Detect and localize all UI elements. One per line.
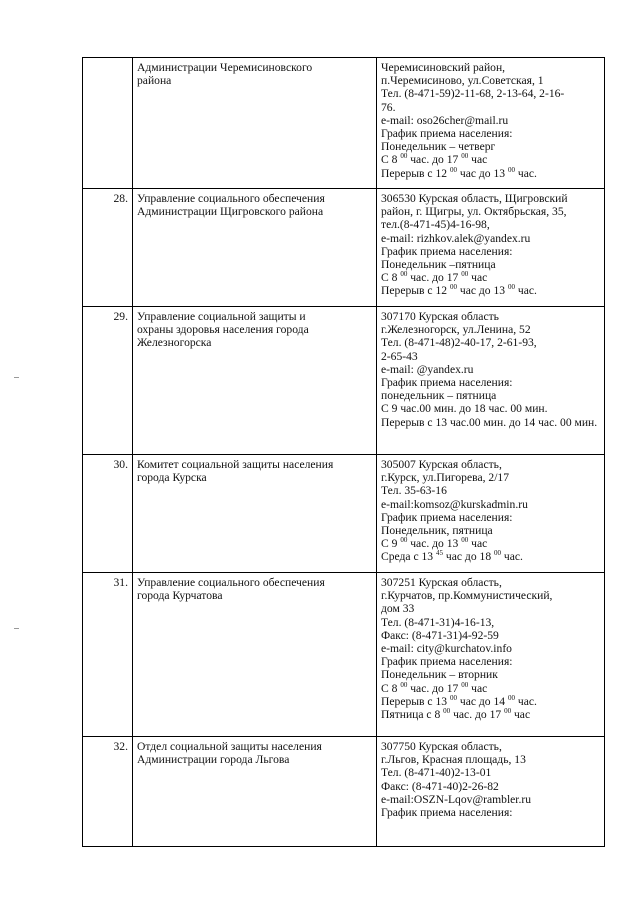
address-line: г.Курчатов, пр.Коммунистический, xyxy=(381,589,553,603)
row-number: 30. xyxy=(83,455,133,573)
phone-line: Тел. (8-471-40)2-13-01 xyxy=(381,766,492,780)
schedule-days: Понедельник – вторник xyxy=(381,668,498,682)
phone-line: Тел. 35-63-16 xyxy=(381,484,447,498)
table-row xyxy=(83,307,605,455)
phone-line: тел.(8-471-45)4-16-98, xyxy=(381,218,490,232)
schedule-title: График приема населения: xyxy=(381,244,513,258)
address-line: 307251 Курская область, xyxy=(381,576,502,589)
address-line: г.Льгов, Красная площадь, 13 xyxy=(381,753,526,767)
org-line: Управление социального обеспечения xyxy=(137,192,325,205)
address-line: 307750 Курская область, xyxy=(381,740,502,753)
org-line: Администрации Щигровского района xyxy=(137,205,324,219)
schedule-days: Понедельник – четверг xyxy=(381,140,496,154)
org-line: района xyxy=(137,74,172,88)
org-line: охраны здоровья населения города xyxy=(137,323,309,337)
email-line: e-mail: city@kurchatov.info xyxy=(381,642,512,656)
row-number: 32. xyxy=(83,737,133,847)
schedule-hours: С 8 $^{00}$ час. до 17 $^{00}$ час xyxy=(381,152,488,167)
phone-line: 76. xyxy=(381,100,396,114)
org-line: Железногорска xyxy=(137,336,212,350)
email-line: e-mail:komsoz@kurskadmin.ru xyxy=(381,497,528,511)
org-line: Управление социальной защиты и xyxy=(137,310,306,323)
organization-name xyxy=(133,737,377,847)
address-line: г.Железногорск, ул.Ленина, 52 xyxy=(381,323,531,337)
table-row xyxy=(83,189,605,307)
address-line: дом 33 xyxy=(381,602,415,616)
table-row xyxy=(83,58,605,189)
schedule-title: График приема населения: xyxy=(381,127,513,141)
schedule-title: График приема населения: xyxy=(381,655,513,669)
phone-line: Тел. (8-471-31)4-16-13, xyxy=(381,615,495,629)
organization-name xyxy=(133,189,377,307)
org-line: Управление социального обеспечения xyxy=(137,576,325,589)
schedule-break: Перерыв с 12 $^{00}$ час до 13 $^{00}$ час. xyxy=(381,165,537,180)
address-line: г.Курск, ул.Пигорева, 2/17 xyxy=(381,471,510,485)
phone-line: Тел. (8-471-59)2-11-68, 2-13-64, 2-16- xyxy=(381,87,565,101)
contact-info xyxy=(377,737,605,847)
org-line: города Курчатова xyxy=(137,589,223,603)
email-line: e-mail: oso26cher@mail.ru xyxy=(381,113,509,127)
contact-info xyxy=(377,189,605,307)
organization-name xyxy=(133,58,377,189)
schedule-days: Понедельник, пятница xyxy=(381,524,493,538)
org-line: Администрации города Льгова xyxy=(137,753,290,767)
schedule-hours: С 9 $^{00}$ час. до 13 $^{00}$ час xyxy=(381,536,488,551)
contact-info xyxy=(377,455,605,573)
email-line: e-mail: rizhkov.alek@yandex.ru xyxy=(381,231,531,245)
schedule-title: График приема населения: xyxy=(381,510,513,524)
schedule-extra: Среда с 13 $^{45}$ час до 18 $^{00}$ час. xyxy=(381,549,523,564)
schedule-break: Перерыв с 12 $^{00}$ час до 13 $^{00}$ час. xyxy=(381,283,537,298)
schedule-title: График приема населения: xyxy=(381,376,513,390)
organization-name xyxy=(133,455,377,573)
schedule-break: Перерыв с 13 час.00 мин. до 14 час. 00 мин. xyxy=(381,415,598,429)
contact-info xyxy=(377,573,605,737)
margin-mark xyxy=(14,628,19,629)
schedule-hours: С 9 час.00 мин. до 18 час. 00 мин. xyxy=(381,402,548,416)
schedule-break: Перерыв с 13 $^{00}$ час до 14 $^{00}$ час. xyxy=(381,693,537,708)
organization-name xyxy=(133,573,377,737)
table-row xyxy=(83,737,605,847)
row-number: 28. xyxy=(83,189,133,307)
phone-line: 2-65-43 xyxy=(381,349,418,363)
schedule-title: График приема населения: xyxy=(381,806,513,820)
phone-line: Тел. (8-471-48)2-40-17, 2-61-93, xyxy=(381,336,537,350)
table-row xyxy=(83,455,605,573)
row-number: 29. xyxy=(83,307,133,455)
address-line: район, г. Щигры, ул. Октябрьская, 35, xyxy=(381,205,567,219)
schedule-hours: С 8 $^{00}$ час. до 17 $^{00}$ час xyxy=(381,270,488,285)
schedule-extra: Пятница с 8 $^{00}$ час. до 17 $^{00}$ час xyxy=(381,707,531,722)
email-line: e-mail: @yandex.ru xyxy=(381,362,474,376)
contact-info xyxy=(377,58,605,189)
org-line: Комитет социальной защиты населения xyxy=(137,458,334,471)
address-line: 307170 Курская область xyxy=(381,310,499,323)
schedule-days: Понедельник –пятница xyxy=(381,258,496,272)
contacts-table xyxy=(82,57,605,847)
address-line: 306530 Курская область, Щигровский xyxy=(381,192,568,205)
fax-line: Факс: (8-471-31)4-92-59 xyxy=(381,628,499,642)
margin-mark xyxy=(14,377,19,378)
schedule-hours: С 8 $^{00}$ час. до 17 $^{00}$ час xyxy=(381,680,488,695)
org-line: Администрации Черемисиновского xyxy=(137,61,313,74)
address-line: п.Черемисиново, ул.Советская, 1 xyxy=(381,74,544,88)
row-number xyxy=(83,58,133,189)
address-line: 305007 Курская область, xyxy=(381,458,502,471)
fax-line: Факс: (8-471-40)2-26-82 xyxy=(381,779,499,793)
email-line: e-mail:OSZN-Lqov@rambler.ru xyxy=(381,792,532,806)
organization-name xyxy=(133,307,377,455)
org-line: Отдел социальной защиты населения xyxy=(137,740,322,753)
schedule-days: понедельник – пятница xyxy=(381,389,497,403)
row-number: 31. xyxy=(83,573,133,737)
contact-info xyxy=(377,307,605,455)
org-line: города Курска xyxy=(137,471,207,485)
table-row xyxy=(83,573,605,737)
address-line: Черемисиновский район, xyxy=(381,61,506,74)
